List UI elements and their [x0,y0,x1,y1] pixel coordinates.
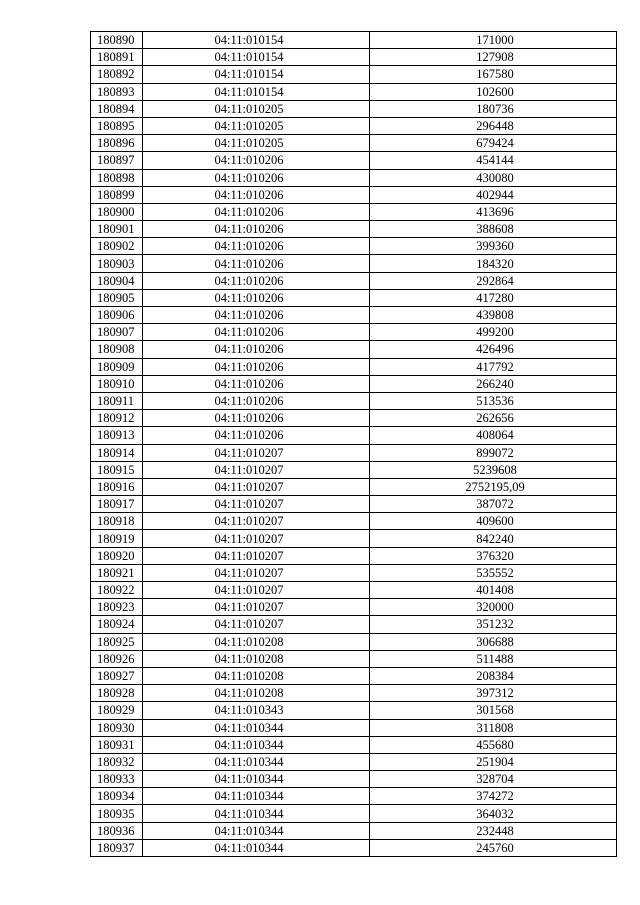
row-id-cell: 180893 [91,83,143,100]
value-cell: 374272 [370,788,617,805]
cadastral-code-cell: 04:11:010344 [143,753,370,770]
row-id-cell: 180929 [91,702,143,719]
row-id-cell: 180911 [91,392,143,409]
value-cell: 376320 [370,547,617,564]
cadastral-code-cell: 04:11:010207 [143,496,370,513]
row-id-cell: 180892 [91,66,143,83]
value-cell: 245760 [370,839,617,856]
row-id-cell: 180923 [91,599,143,616]
value-cell: 251904 [370,753,617,770]
row-id-cell: 180925 [91,633,143,650]
cadastral-code-cell: 04:11:010154 [143,83,370,100]
cadastral-code-cell: 04:11:010207 [143,564,370,581]
row-id-cell: 180910 [91,375,143,392]
table-row [91,564,617,581]
row-id-cell: 180905 [91,289,143,306]
table-row [91,358,617,375]
cadastral-code-cell: 04:11:010207 [143,599,370,616]
cadastral-code-cell: 04:11:010344 [143,839,370,856]
cadastral-code-cell: 04:11:010154 [143,32,370,49]
table-row [91,753,617,770]
table-row [91,736,617,753]
table-row [91,496,617,513]
row-id-cell: 180921 [91,564,143,581]
cadastral-code-cell: 04:11:010207 [143,582,370,599]
value-cell: 171000 [370,32,617,49]
cadastral-code-cell: 04:11:010207 [143,478,370,495]
table-row [91,169,617,186]
cadastral-code-cell: 04:11:010206 [143,307,370,324]
value-cell: 409600 [370,513,617,530]
table-row [91,685,617,702]
cadastral-code-cell: 04:11:010205 [143,135,370,152]
cadastral-code-cell: 04:11:010208 [143,685,370,702]
row-id-cell: 180907 [91,324,143,341]
value-cell: 232448 [370,822,617,839]
cadastral-code-cell: 04:11:010206 [143,203,370,220]
cadastral-code-cell: 04:11:010207 [143,444,370,461]
row-id-cell: 180895 [91,117,143,134]
table-row [91,32,617,49]
value-cell: 511488 [370,650,617,667]
table-row [91,135,617,152]
table-row [91,203,617,220]
table-row [91,392,617,409]
table-row [91,100,617,117]
cadastral-code-cell: 04:11:010207 [143,461,370,478]
table-row [91,530,617,547]
row-id-cell: 180916 [91,478,143,495]
cadastral-code-cell: 04:11:010206 [143,255,370,272]
table-row [91,49,617,66]
row-id-cell: 180898 [91,169,143,186]
cadastral-code-cell: 04:11:010206 [143,392,370,409]
cadastral-code-cell: 04:11:010206 [143,427,370,444]
cadastral-code-cell: 04:11:010205 [143,117,370,134]
value-cell: 399360 [370,238,617,255]
value-cell: 2752195,09 [370,478,617,495]
cadastral-code-cell: 04:11:010207 [143,616,370,633]
table-row [91,444,617,461]
value-cell: 208384 [370,667,617,684]
cadastral-code-cell: 04:11:010206 [143,289,370,306]
table-row [91,255,617,272]
row-id-cell: 180906 [91,307,143,324]
row-id-cell: 180932 [91,753,143,770]
row-id-cell: 180904 [91,272,143,289]
row-id-cell: 180890 [91,32,143,49]
value-cell: 430080 [370,169,617,186]
row-id-cell: 180937 [91,839,143,856]
row-id-cell: 180901 [91,221,143,238]
table-row [91,616,617,633]
row-id-cell: 180919 [91,530,143,547]
row-id-cell: 180899 [91,186,143,203]
value-cell: 184320 [370,255,617,272]
table-row [91,702,617,719]
row-id-cell: 180930 [91,719,143,736]
value-cell: 397312 [370,685,617,702]
table-row [91,375,617,392]
table-row [91,289,617,306]
value-cell: 102600 [370,83,617,100]
value-cell: 292864 [370,272,617,289]
cadastral-code-cell: 04:11:010344 [143,788,370,805]
table-row [91,839,617,856]
value-cell: 266240 [370,375,617,392]
cadastral-code-cell: 04:11:010206 [143,358,370,375]
table-row [91,650,617,667]
value-cell: 127908 [370,49,617,66]
cadastral-code-cell: 04:11:010206 [143,375,370,392]
row-id-cell: 180933 [91,771,143,788]
table-row [91,822,617,839]
cadastral-code-cell: 04:11:010208 [143,667,370,684]
cadastral-code-cell: 04:11:010205 [143,100,370,117]
table-row [91,427,617,444]
table-row [91,478,617,495]
value-cell: 417792 [370,358,617,375]
value-cell: 417280 [370,289,617,306]
value-cell: 296448 [370,117,617,134]
table-row [91,599,617,616]
table-row [91,461,617,478]
row-id-cell: 180931 [91,736,143,753]
value-cell: 351232 [370,616,617,633]
row-id-cell: 180897 [91,152,143,169]
cadastral-code-cell: 04:11:010207 [143,530,370,547]
table-body [91,32,617,857]
row-id-cell: 180920 [91,547,143,564]
row-id-cell: 180900 [91,203,143,220]
cadastral-code-cell: 04:11:010206 [143,410,370,427]
cadastral-code-cell: 04:11:010343 [143,702,370,719]
table-row [91,152,617,169]
table-row [91,667,617,684]
value-cell: 311808 [370,719,617,736]
row-id-cell: 180891 [91,49,143,66]
cadastral-code-cell: 04:11:010206 [143,341,370,358]
row-id-cell: 180912 [91,410,143,427]
row-id-cell: 180894 [91,100,143,117]
row-id-cell: 180902 [91,238,143,255]
table-row [91,719,617,736]
cadastral-code-cell: 04:11:010344 [143,771,370,788]
cadastral-code-cell: 04:11:010206 [143,186,370,203]
value-cell: 439808 [370,307,617,324]
value-cell: 401408 [370,582,617,599]
value-cell: 402944 [370,186,617,203]
row-id-cell: 180913 [91,427,143,444]
row-id-cell: 180908 [91,341,143,358]
table-row [91,66,617,83]
cadastral-code-cell: 04:11:010344 [143,719,370,736]
cadastral-code-cell: 04:11:010206 [143,221,370,238]
value-cell: 499200 [370,324,617,341]
row-id-cell: 180927 [91,667,143,684]
cadastral-code-cell: 04:11:010206 [143,324,370,341]
table-row [91,186,617,203]
value-cell: 899072 [370,444,617,461]
row-id-cell: 180928 [91,685,143,702]
value-cell: 364032 [370,805,617,822]
table-row [91,221,617,238]
table-row [91,771,617,788]
table-row [91,582,617,599]
cadastral-code-cell: 04:11:010206 [143,238,370,255]
row-id-cell: 180935 [91,805,143,822]
value-cell: 454144 [370,152,617,169]
table-row [91,341,617,358]
value-cell: 387072 [370,496,617,513]
row-id-cell: 180903 [91,255,143,272]
value-cell: 306688 [370,633,617,650]
cadastral-code-cell: 04:11:010207 [143,513,370,530]
row-id-cell: 180936 [91,822,143,839]
cadastral-code-cell: 04:11:010206 [143,272,370,289]
value-cell: 262656 [370,410,617,427]
cadastral-code-cell: 04:11:010208 [143,650,370,667]
cadastral-code-cell: 04:11:010344 [143,805,370,822]
cadastral-code-cell: 04:11:010207 [143,547,370,564]
cadastral-code-cell: 04:11:010206 [143,152,370,169]
row-id-cell: 180914 [91,444,143,461]
value-cell: 320000 [370,599,617,616]
row-id-cell: 180918 [91,513,143,530]
table-row [91,547,617,564]
row-id-cell: 180922 [91,582,143,599]
table-row [91,238,617,255]
value-cell: 426496 [370,341,617,358]
data-table [90,31,617,857]
value-cell: 301568 [370,702,617,719]
value-cell: 328704 [370,771,617,788]
row-id-cell: 180926 [91,650,143,667]
value-cell: 408064 [370,427,617,444]
row-id-cell: 180917 [91,496,143,513]
value-cell: 535552 [370,564,617,581]
value-cell: 167580 [370,66,617,83]
table-row [91,324,617,341]
cadastral-code-cell: 04:11:010206 [143,169,370,186]
value-cell: 180736 [370,100,617,117]
value-cell: 513536 [370,392,617,409]
table-row [91,788,617,805]
value-cell: 388608 [370,221,617,238]
table-row [91,307,617,324]
row-id-cell: 180924 [91,616,143,633]
value-cell: 5239608 [370,461,617,478]
table-row [91,272,617,289]
table-row [91,410,617,427]
table-row [91,805,617,822]
table-row [91,633,617,650]
value-cell: 679424 [370,135,617,152]
cadastral-code-cell: 04:11:010208 [143,633,370,650]
row-id-cell: 180934 [91,788,143,805]
cadastral-code-cell: 04:11:010344 [143,736,370,753]
table-row [91,513,617,530]
cadastral-code-cell: 04:11:010154 [143,49,370,66]
value-cell: 413696 [370,203,617,220]
row-id-cell: 180896 [91,135,143,152]
table-row [91,117,617,134]
cadastral-code-cell: 04:11:010154 [143,66,370,83]
value-cell: 455680 [370,736,617,753]
row-id-cell: 180915 [91,461,143,478]
cadastral-code-cell: 04:11:010344 [143,822,370,839]
row-id-cell: 180909 [91,358,143,375]
value-cell: 842240 [370,530,617,547]
table-row [91,83,617,100]
